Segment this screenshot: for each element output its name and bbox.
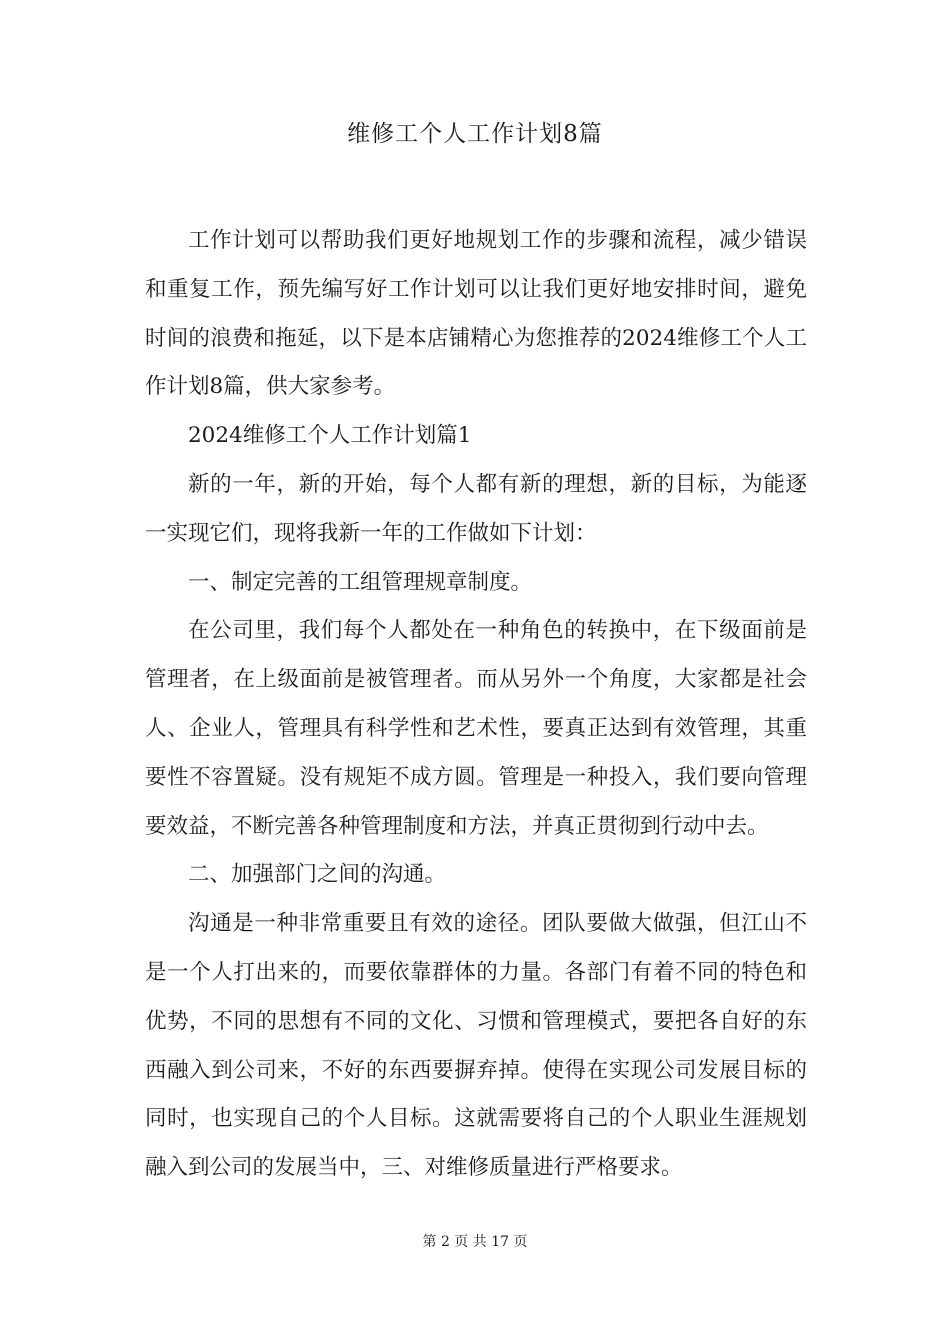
body-paragraph: 新的一年，新的开始，每个人都有新的理想，新的目标，为能逐一实现它们，现将我新一年的工作做如下计划： <box>145 471 807 546</box>
page-number-footer: 第 2 页 共 17 页 <box>422 1234 528 1250</box>
body-paragraph: 在公司里，我们每个人都处在一种角色的转换中，在下级面前是管理者，在上级面前是被管理者。而从另外一个角度，大家都是社会人、企业人，管理具有科学性和艺术性，要真正达到有效管理，其重要性不容置疑。没有规矩不成方圆。管理是一种投入，我们要向管理要效益，不断完善各种管理制度和方法，并真正贯彻到行动中去。 <box>145 618 807 839</box>
intro-paragraph: 工作计划可以帮助我们更好地规划工作的步骤和流程，减少错误和重复工作，预先编写好工作计划可以让我们更好地安排时间，避免时间的浪费和拖延，以下是本店铺精心为您推荐的2024维修工个人工作计划8篇，供大家参考。 <box>145 228 808 400</box>
body-paragraph: 沟通是一种非常重要且有效的途径。团队要做大做强，但江山不是一个人打出来的，而要依靠群体的力量。各部门有着不同的特色和优势，不同的思想有不同的文化、习惯和管理模式，要把各自好的东西融入到公司来，不好的东西要摒弃掉。使得在实现公司发展目标的同时，也实现自己的个人目标。这就需要将自己的个人职业生涯规划融入到公司的发展当中，三、对维修质量进行严格要求。 <box>145 911 807 1181</box>
document-body <box>145 217 807 1193</box>
section-heading: 2024维修工个人工作计划篇1 <box>188 423 472 449</box>
list-heading: 二、加强部门之间的沟通。 <box>188 862 447 888</box>
list-heading: 一、制定完善的工组管理规章制度。 <box>188 569 533 595</box>
document-title: 维修工个人工作计划8篇 <box>347 121 603 147</box>
